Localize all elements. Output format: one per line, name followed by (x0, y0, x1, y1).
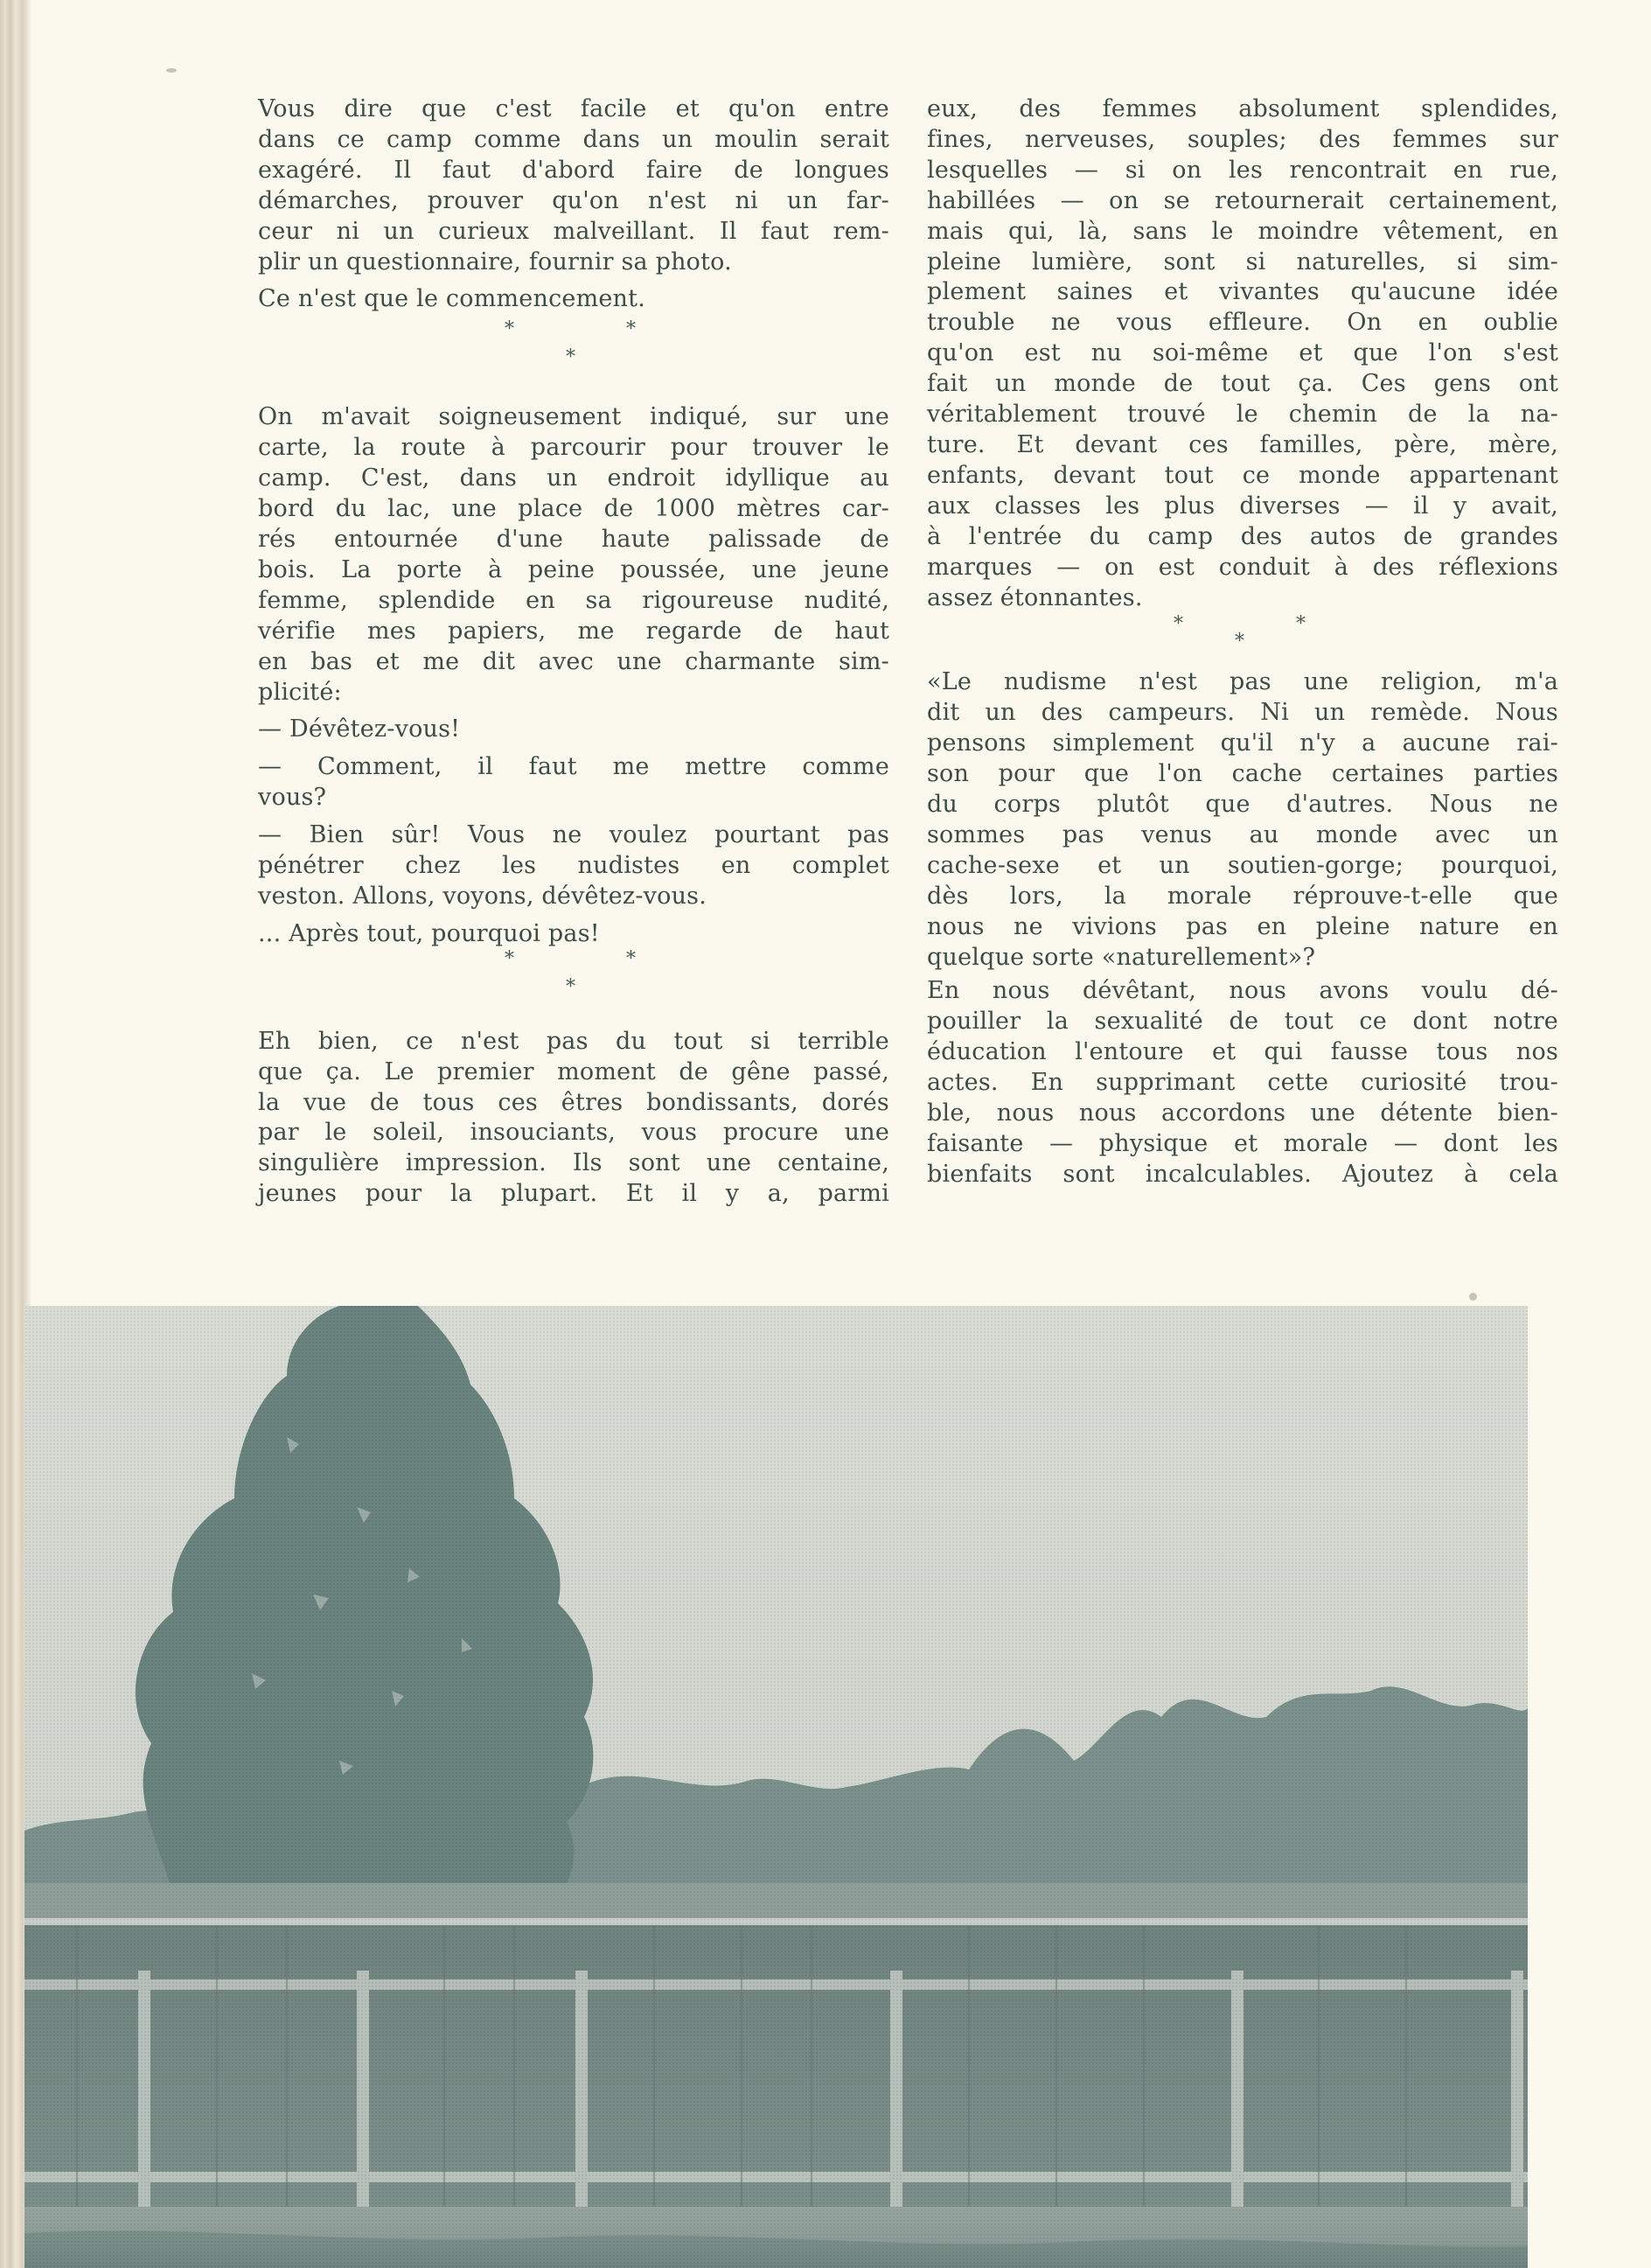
text-line: — Dévêtez-vous! (258, 715, 461, 743)
text-line: bois. La porte à peine poussée, une jeune (258, 555, 889, 583)
text-line: la vue de tous ces êtres bondissants, dorés (258, 1088, 889, 1116)
text-line: ... Après tout, pourquoi pas! (258, 919, 600, 947)
text-line: camp. C'est, dans un endroit idyllique au (258, 464, 889, 492)
text-line: — Bien sûr! Vous ne voulez pourtant pas (258, 821, 889, 849)
text-line: plement saines et vivantes qu'aucune idée (927, 278, 1558, 306)
paragraph (258, 284, 889, 315)
text-line: dit un des campeurs. Ni un remède. Nous (927, 699, 1558, 727)
text-line: pénétrer chez les nudistes en complet (258, 852, 889, 880)
photo-scene (24, 1306, 1528, 2268)
asterisk: * (626, 318, 637, 341)
text-line: faisante — physique et morale — dont les (927, 1130, 1558, 1157)
asterisk: * (1296, 613, 1306, 636)
text-line: pensons simplement qu'il n'y a aucune rai- (927, 729, 1558, 757)
text-line: mais qui, là, sans le moindre vêtement, en (927, 217, 1558, 245)
text-line: vous? (258, 784, 327, 812)
text-line: pouiller la sexualité de tout ce dont notre (927, 1008, 1558, 1036)
text-line: aux classes les plus diverses — il y avait, (927, 492, 1558, 520)
asterisk: * (626, 947, 637, 970)
photograph (24, 1306, 1528, 2268)
asterisk: * (1235, 631, 1245, 653)
text-line: son pour que l'on cache certaines parties (927, 760, 1558, 788)
text-line: en bas et me dit avec une charmante sim- (258, 647, 889, 675)
text-line: Ce n'est que le commencement. (258, 285, 645, 313)
text-line: à l'entrée du camp des autos de grandes (927, 522, 1558, 550)
text-line: du corps plutôt que d'autres. Nous ne (927, 791, 1558, 819)
text-line: dès lors, la morale réprouve-t-elle que (927, 882, 1558, 910)
asterisk: * (566, 975, 576, 998)
right-text-column (927, 94, 1558, 1190)
text-line: fines, nerveuses, souples; des femmes sur (927, 125, 1558, 153)
dialogue-line (258, 820, 889, 912)
left-text-column (258, 94, 889, 1210)
text-line: veston. Allons, voyons, dévêtez-vous. (258, 882, 707, 910)
text-line: plicité: (258, 678, 342, 706)
text-line: ture. Et devant ces familles, père, mère, (927, 430, 1558, 458)
text-line: jeunes pour la plupart. Et il y a, parmi (258, 1180, 889, 1208)
text-line: Eh bien, ce n'est pas du tout si terrible (258, 1027, 889, 1055)
paragraph (258, 1027, 889, 1210)
text-line: assez étonnantes. (927, 583, 1143, 611)
text-line: En nous dévêtant, nous avons voulu dé- (927, 977, 1558, 1005)
text-line: quelque sorte «naturellement»? (927, 943, 1316, 971)
asterisk: * (505, 318, 515, 341)
text-line: pleine lumière, sont si naturelles, si sim- (927, 248, 1558, 276)
text-line: cache-sexe et un soutien-gorge; pourquoi, (927, 851, 1558, 879)
text-line: bienfaits sont incalculables. Ajoutez à cela (927, 1160, 1558, 1188)
text-line: plir un questionnaire, fournir sa photo. (258, 248, 732, 276)
paper-blemish (1469, 1293, 1477, 1301)
text-line: singulière impression. Ils sont une centaine, (258, 1149, 889, 1177)
text-line: par le soleil, insouciants, vous procure une (258, 1119, 889, 1147)
paper-blemish (166, 68, 177, 73)
text-line: carte, la route à parcourir pour trouver le (258, 434, 889, 462)
text-line: rés entournée d'une haute palissade de (258, 525, 889, 553)
text-line: véritablement trouvé le chemin de la na- (927, 401, 1558, 429)
text-line: Vous dire que c'est facile et qu'on entre (258, 95, 889, 122)
text-line: qu'on est nu soi-même et que l'on s'est (927, 339, 1558, 367)
text-line: habillées — on se retournerait certainement, (927, 186, 1558, 214)
text-line: ceur ni un curieux malveillant. Il faut rem- (258, 217, 889, 245)
text-line: trouble ne vous effleure. On en oublie (927, 309, 1558, 337)
text-line: «Le nudisme n'est pas une religion, m'a (927, 668, 1558, 696)
text-line: enfants, devant tout ce monde appartenant (927, 461, 1558, 489)
section-separator (258, 947, 889, 1027)
text-line: démarches, prouver qu'on n'est ni un far- (258, 186, 889, 214)
text-line: fait un monde de tout ça. Ces gens ont (927, 370, 1558, 398)
text-line: eux, des femmes absolument splendides, (927, 95, 1558, 122)
text-line: vérifie mes papiers, me regarde de haut (258, 617, 889, 645)
dialogue-line (258, 715, 889, 745)
text-line: lesquelles — si on les rencontrait en rue, (927, 156, 1558, 184)
dialogue-line (258, 752, 889, 813)
text-line: exagéré. Il faut d'abord faire de longues (258, 156, 889, 184)
text-line: sommes pas venus au monde avec un (927, 820, 1558, 848)
text-line: femme, splendide en sa rigoureuse nudité, (258, 586, 889, 614)
text-line: dans ce camp comme dans un moulin serait (258, 125, 889, 153)
asterisk: * (505, 947, 515, 970)
asterisk: * (566, 346, 576, 369)
text-line: que ça. Le premier moment de gêne passé, (258, 1057, 889, 1085)
text-line: ble, nous nous accordons une détente bien- (927, 1099, 1558, 1127)
paragraph (258, 94, 889, 277)
paragraph (927, 667, 1558, 973)
paragraph (927, 94, 1558, 613)
paragraph (258, 402, 889, 708)
asterisk: * (1174, 613, 1184, 636)
text-line: éducation l'entoure et qui fausse tous nos (927, 1038, 1558, 1066)
paragraph (258, 919, 889, 950)
text-line: On m'avait soigneusement indiqué, sur une (258, 403, 889, 431)
section-separator (258, 315, 889, 402)
text-line: — Comment, il faut me mettre comme (258, 753, 889, 781)
section-separator (927, 613, 1558, 667)
text-line: bord du lac, une place de 1000 mètres car- (258, 495, 889, 523)
text-line: nous ne vivions pas en pleine nature en (927, 912, 1558, 940)
paragraph (927, 976, 1558, 1190)
text-line: actes. En supprimant cette curiosité trou- (927, 1069, 1558, 1097)
text-line: marques — on est conduit à des réflexions (927, 553, 1558, 581)
